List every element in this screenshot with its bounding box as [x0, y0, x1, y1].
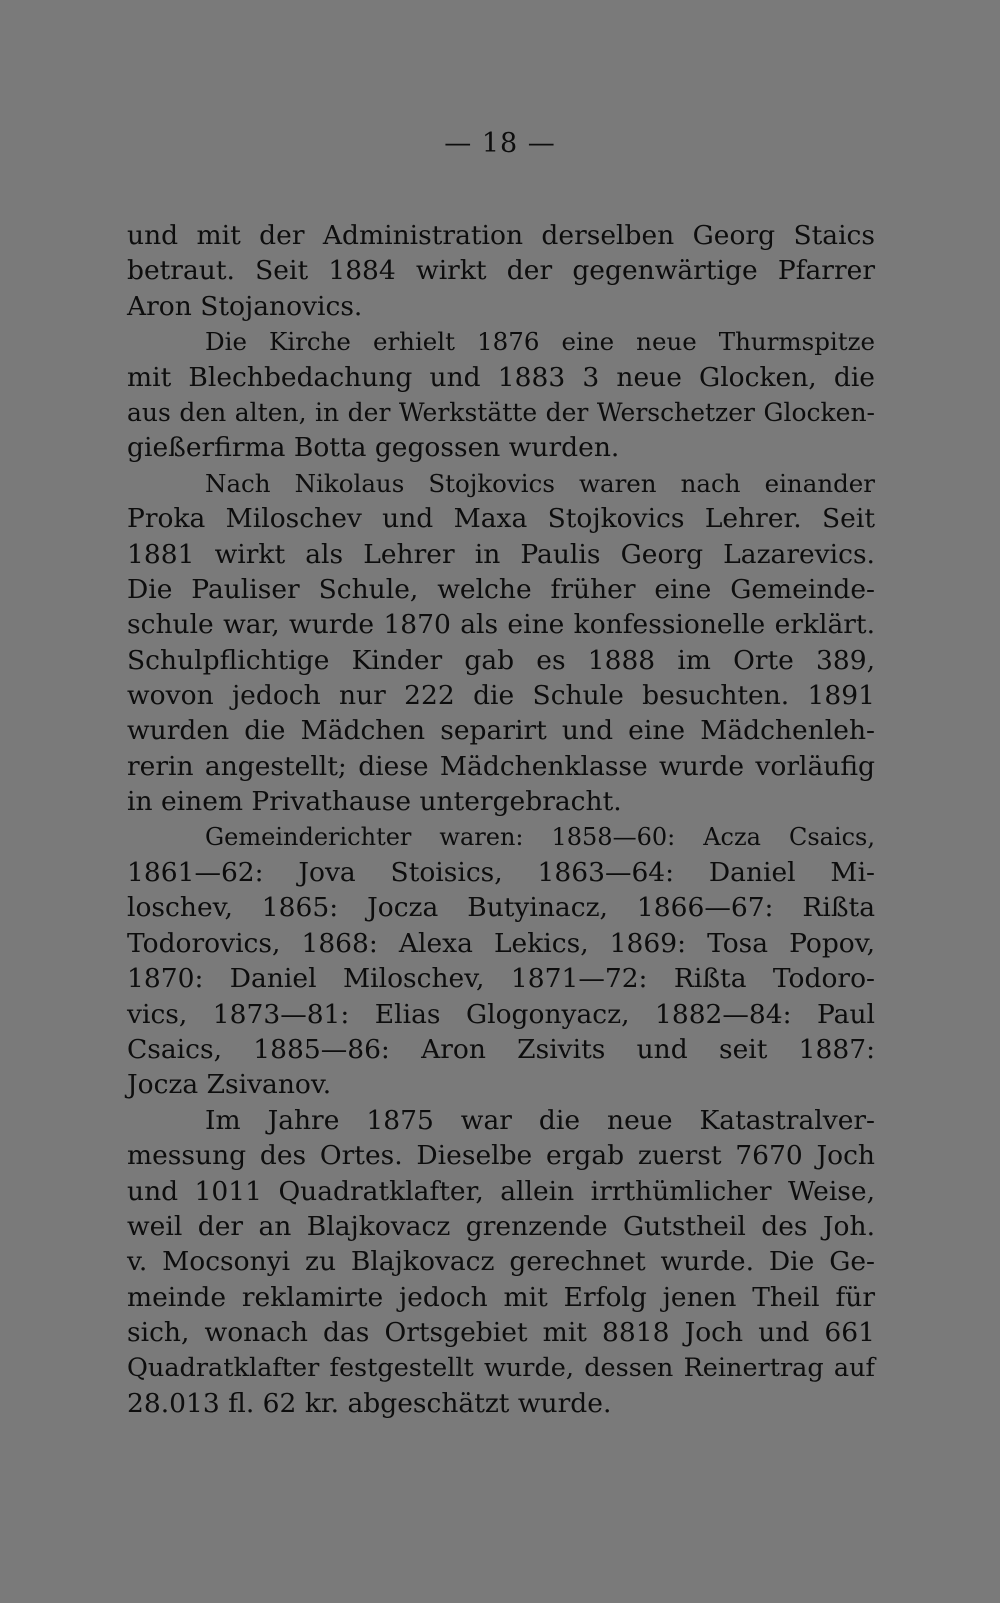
text-line: Proka Miloschev und Maxa Stojkovics Lehrer. Seit: [127, 503, 875, 535]
text-line: und mit der Administration derselben Georg Staics: [127, 220, 875, 251]
text-line: sich, wonach das Ortsgebiet mit 8818 Joch und 661: [127, 1317, 875, 1349]
text-line: Die Kirche erhielt 1876 eine neue Thurmspitze: [205, 327, 875, 357]
text-line: meinde reklamirte jedoch mit Erfolg jenen Theil für: [127, 1281, 875, 1313]
text-line: 28.013 fl. 62 kr. abgeschätzt wurde.: [127, 1387, 612, 1419]
text-line: wovon jedoch nur 222 die Schule besuchten. 1891: [127, 680, 875, 712]
text-line: v. Mocsonyi zu Blajkovacz gerechnet wurde. Die Ge-: [127, 1246, 875, 1278]
text-line: Im Jahre 1875 war die neue Katastralver-: [205, 1104, 875, 1136]
text-line: weil der an Blajkovacz grenzende Gutstheil des Joh.: [127, 1210, 875, 1242]
text-line: Schulpflichtige Kinder gab es 1888 im Orte 389,: [127, 644, 875, 676]
page-number: — 18 —: [444, 128, 556, 159]
text-line: rerin angestellt; diese Mädchenklasse wurde vorläufig: [127, 750, 875, 782]
text-line: gießerfirma Botta gegossen wurden.: [127, 432, 620, 464]
text-line: vics, 1873—81: Elias Glogonyacz, 1882—84: Paul: [127, 998, 875, 1030]
text-line: Gemeinderichter waren: 1858—60: Acza Csaics,: [205, 822, 875, 851]
text-line: 1861—62: Jova Stoisics, 1863—64: Daniel Mi-: [127, 857, 875, 889]
text-line: Aron Stojanovics.: [127, 290, 363, 322]
text-line: Csaics, 1885—86: Aron Zsivits und seit 1887:: [127, 1033, 875, 1065]
text-line: betraut. Seit 1884 wirkt der gegenwärtige Pfarrer: [127, 255, 875, 287]
text-line: 1881 wirkt als Lehrer in Paulis Georg Lazarevics.: [127, 538, 875, 570]
text-line: loschev, 1865: Jocza Butyinacz, 1866—67: Rißta: [127, 892, 875, 924]
text-line: und 1011 Quadratklafter, allein irrthümlicher Weise,: [127, 1175, 875, 1207]
text-line: Quadratklafter festgestellt wurde, dessen Reinertrag auf: [127, 1352, 875, 1383]
text-line: mit Blechbedachung und 1883 3 neue Glocken, die: [127, 361, 875, 393]
text-line: Die Pauliser Schule, welche früher eine Gemeinde-: [127, 573, 875, 605]
text-line: in einem Privathause untergebracht.: [127, 786, 622, 818]
text-line: Todorovics, 1868: Alexa Lekics, 1869: Tosa Popov,: [127, 927, 875, 959]
body-text: [127, 218, 875, 1421]
text-line: Jocza Zsivanov.: [127, 1069, 332, 1101]
text-line: 1870: Daniel Miloschev, 1871—72: Rißta Todoro-: [127, 963, 875, 995]
text-line: wurden die Mädchen separirt und eine Mädchenleh-: [127, 715, 875, 747]
text-line: aus den alten, in der Werkstätte der Werschetzer Glocken-: [127, 397, 875, 427]
text-line: messung des Ortes. Dieselbe ergab zuerst 7670 Joch: [127, 1140, 875, 1172]
text-line: schule war, wurde 1870 als eine konfessionelle erklärt.: [127, 609, 875, 641]
text-line: Nach Nikolaus Stojkovics waren nach einander: [205, 468, 875, 498]
